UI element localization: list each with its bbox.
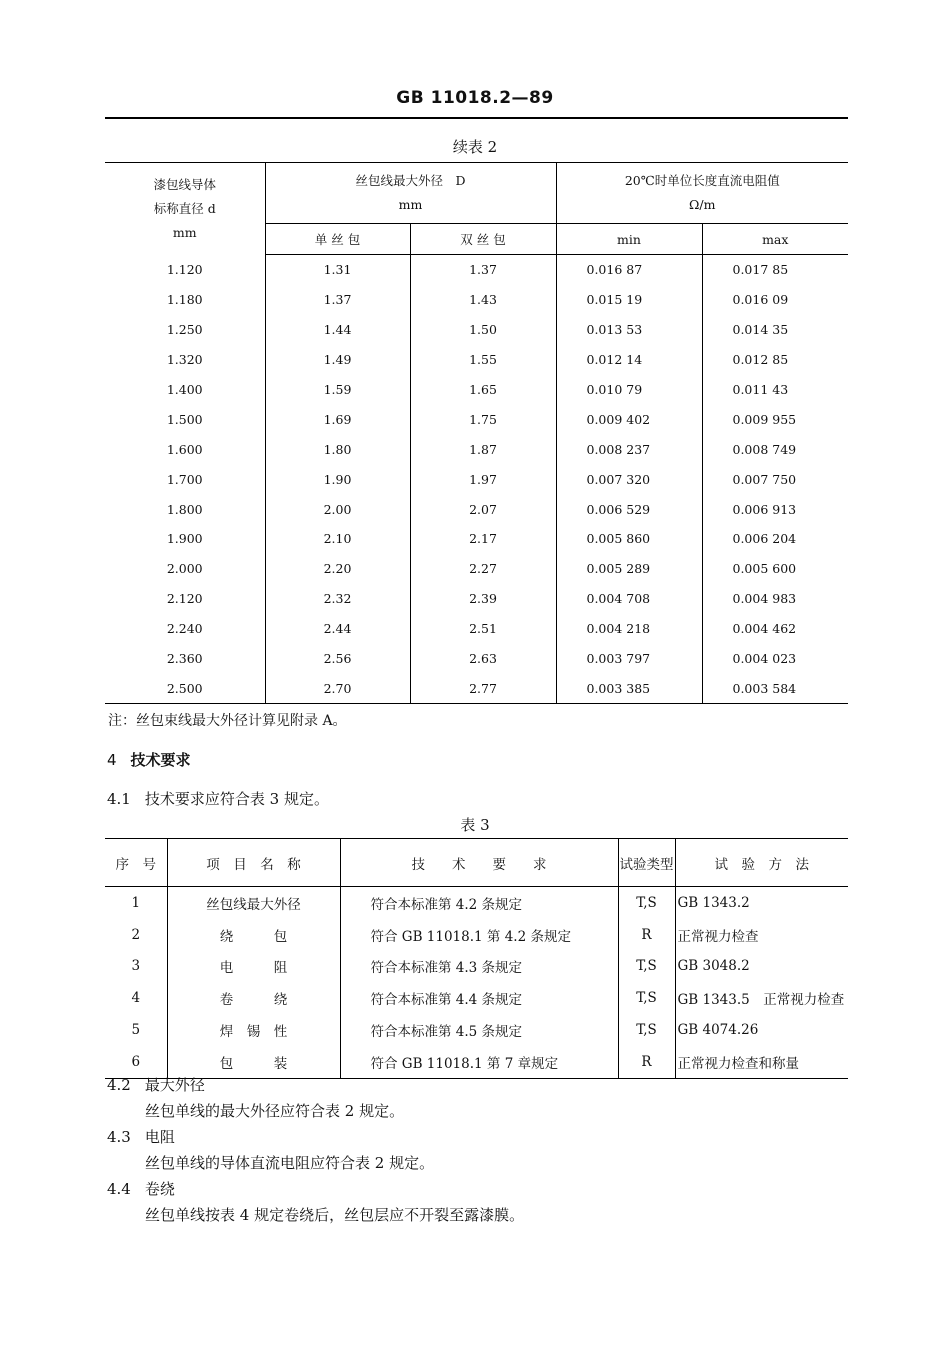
table-row bbox=[105, 404, 848, 434]
col-resist-title: 20℃时单位长度直流电阻值 bbox=[624, 173, 780, 188]
cell-test-method: GB 1343.2 bbox=[675, 887, 848, 919]
cell-item-name: 包 装 bbox=[167, 1046, 340, 1078]
cell-double-wrap: 1.87 bbox=[410, 434, 556, 464]
cell-resist-max: 0.006 913 bbox=[702, 494, 848, 524]
cell-requirement: 符合 GB 11018.1 第 7 章规定 bbox=[340, 1046, 618, 1078]
subsection-title: 卷绕 bbox=[144, 1180, 175, 1198]
cell-seq: 3 bbox=[131, 958, 141, 975]
cell-resist-min: 0.004 708 bbox=[556, 584, 702, 614]
subsection-title: 电阻 bbox=[144, 1128, 175, 1146]
cell-resist-min: 0.010 79 bbox=[556, 375, 702, 405]
table-2 bbox=[105, 162, 848, 704]
table2-caption: 续表 2 bbox=[452, 138, 498, 156]
table-row bbox=[105, 494, 848, 524]
cell-nominal-diameter: 2.000 bbox=[166, 561, 203, 577]
cell-resist-max: 0.009 955 bbox=[702, 404, 848, 434]
cell-resist-max: 0.016 09 bbox=[702, 285, 848, 315]
cell-requirement: 符合本标准第 4.5 条规定 bbox=[340, 1014, 618, 1046]
subsection-number: 4.2 bbox=[107, 1076, 131, 1094]
cell-nominal-diameter: 1.250 bbox=[166, 322, 203, 338]
table-row bbox=[105, 919, 848, 951]
cell-resist-max: 0.003 584 bbox=[702, 673, 848, 703]
cell-single-wrap: 2.56 bbox=[265, 644, 410, 674]
table2-note: 注：丝包束线最大外径计算见附录 A。 bbox=[108, 713, 347, 729]
cell-double-wrap: 1.97 bbox=[410, 464, 556, 494]
t3-header-test-method: 试 验 方 法 bbox=[675, 839, 848, 887]
cell-test-method: GB 3048.2 bbox=[675, 951, 848, 983]
table-row bbox=[105, 673, 848, 703]
cell-test-type: T,S bbox=[618, 982, 675, 1014]
cell-nominal-diameter: 1.800 bbox=[166, 501, 203, 517]
table-row bbox=[105, 951, 848, 983]
cell-requirement: 符合本标准第 4.3 条规定 bbox=[340, 951, 618, 983]
table-row bbox=[105, 982, 848, 1014]
cell-resist-max: 0.004 983 bbox=[702, 584, 848, 614]
col-min: min bbox=[556, 224, 702, 255]
table-row bbox=[105, 614, 848, 644]
cell-test-method: GB 1343.5 正常视力检查 bbox=[675, 982, 848, 1014]
cell-test-type: T,S bbox=[618, 887, 675, 919]
col-outer-diameter bbox=[265, 163, 556, 224]
cell-single-wrap: 2.70 bbox=[265, 673, 410, 703]
subsection-4-3-text: 丝包单线的导体直流电阻应符合表 2 规定。 bbox=[145, 1154, 435, 1172]
subsection-4-3-heading bbox=[107, 1126, 175, 1147]
cell-nominal-diameter: 2.120 bbox=[166, 591, 203, 607]
cell-double-wrap: 1.75 bbox=[410, 404, 556, 434]
subsection-4-4-heading bbox=[107, 1178, 175, 1199]
table-row bbox=[105, 464, 848, 494]
col-nominal-diameter bbox=[105, 163, 265, 255]
cell-resist-min: 0.008 237 bbox=[556, 434, 702, 464]
cell-resist-max: 0.014 35 bbox=[702, 315, 848, 345]
col-resist-unit: Ω/m bbox=[689, 197, 716, 212]
table-row bbox=[105, 434, 848, 464]
cell-resist-min: 0.006 529 bbox=[556, 494, 702, 524]
cell-single-wrap: 1.31 bbox=[265, 255, 410, 285]
cell-single-wrap: 1.59 bbox=[265, 375, 410, 405]
table3-body bbox=[105, 887, 848, 1079]
col-nominal-line2: 标称直径 d bbox=[153, 201, 216, 216]
cell-double-wrap: 1.65 bbox=[410, 375, 556, 405]
cell-double-wrap: 1.55 bbox=[410, 345, 556, 375]
cell-test-type: R bbox=[618, 1046, 675, 1078]
table-row bbox=[105, 345, 848, 375]
cell-seq: 2 bbox=[131, 926, 141, 943]
table-row bbox=[105, 524, 848, 554]
cell-resist-min: 0.009 402 bbox=[556, 404, 702, 434]
cell-single-wrap: 1.49 bbox=[265, 345, 410, 375]
cell-resist-min: 0.004 218 bbox=[556, 614, 702, 644]
table-row bbox=[105, 255, 848, 285]
table-row bbox=[105, 554, 848, 584]
table-row bbox=[105, 584, 848, 614]
cell-nominal-diameter: 1.700 bbox=[166, 471, 203, 487]
col-double-wrap: 双 丝 包 bbox=[410, 224, 556, 255]
cell-test-method: 正常视力检查 bbox=[675, 919, 848, 951]
cell-requirement: 符合本标准第 4.2 条规定 bbox=[340, 887, 618, 919]
subsection-4-4-text: 丝包单线按表 4 规定卷绕后，丝包层应不开裂至露漆膜。 bbox=[145, 1206, 525, 1224]
subsection-4-2-text: 丝包单线的最大外径应符合表 2 规定。 bbox=[145, 1102, 405, 1120]
cell-nominal-diameter: 1.180 bbox=[166, 292, 203, 308]
cell-test-method: GB 4074.26 bbox=[675, 1014, 848, 1046]
table-row bbox=[105, 1046, 848, 1078]
col-outer-unit: mm bbox=[398, 197, 423, 212]
col-nominal-line1: 漆包线导体 bbox=[153, 177, 216, 192]
cell-requirement: 符合本标准第 4.4 条规定 bbox=[340, 982, 618, 1014]
subsection-4-2-heading bbox=[107, 1074, 205, 1095]
cell-double-wrap: 2.51 bbox=[410, 614, 556, 644]
section-title: 技术要求 bbox=[130, 751, 191, 769]
cell-nominal-diameter: 1.400 bbox=[166, 382, 203, 397]
t3-header-item: 项 目 名 称 bbox=[167, 839, 340, 887]
para-number: 4.1 bbox=[107, 790, 131, 808]
t3-header-seq: 序 号 bbox=[105, 839, 167, 887]
cell-resist-max: 0.012 85 bbox=[702, 345, 848, 375]
cell-single-wrap: 1.69 bbox=[265, 404, 410, 434]
cell-item-name: 电 阻 bbox=[167, 951, 340, 983]
subsection-number: 4.4 bbox=[107, 1180, 131, 1198]
subsection-number: 4.3 bbox=[107, 1128, 131, 1146]
cell-single-wrap: 2.10 bbox=[265, 524, 410, 554]
col-single-wrap: 单 丝 包 bbox=[265, 224, 410, 255]
cell-double-wrap: 1.50 bbox=[410, 315, 556, 345]
table-row bbox=[105, 375, 848, 405]
cell-resist-max: 0.004 023 bbox=[702, 644, 848, 674]
cell-single-wrap: 1.37 bbox=[265, 285, 410, 315]
cell-requirement: 符合 GB 11018.1 第 4.2 条规定 bbox=[340, 919, 618, 951]
cell-double-wrap: 2.17 bbox=[410, 524, 556, 554]
cell-nominal-diameter: 1.120 bbox=[166, 262, 203, 278]
cell-seq: 6 bbox=[131, 1053, 141, 1070]
cell-resist-max: 0.017 85 bbox=[702, 255, 848, 285]
cell-resist-min: 0.005 860 bbox=[556, 524, 702, 554]
table-row bbox=[105, 1014, 848, 1046]
cell-nominal-diameter: 2.240 bbox=[166, 621, 203, 637]
cell-resist-min: 0.016 87 bbox=[556, 255, 702, 285]
cell-item-name: 绕 包 bbox=[167, 919, 340, 951]
cell-seq: 5 bbox=[131, 1022, 141, 1039]
cell-nominal-diameter: 1.320 bbox=[166, 352, 203, 368]
cell-double-wrap: 1.37 bbox=[410, 255, 556, 285]
cell-resist-max: 0.007 750 bbox=[702, 464, 848, 494]
cell-single-wrap: 2.00 bbox=[265, 494, 410, 524]
cell-double-wrap: 2.07 bbox=[410, 494, 556, 524]
cell-resist-max: 0.008 749 bbox=[702, 434, 848, 464]
cell-resist-max: 0.011 43 bbox=[702, 375, 848, 405]
section-number: 4 bbox=[107, 751, 117, 769]
cell-test-type: T,S bbox=[618, 1014, 675, 1046]
table-row bbox=[105, 887, 848, 919]
t3-header-test-type: 试验类型 bbox=[618, 839, 675, 887]
document-header: GB 11018.2—89 bbox=[396, 88, 554, 108]
table-3 bbox=[105, 838, 848, 1079]
table-row bbox=[105, 315, 848, 345]
cell-resist-min: 0.007 320 bbox=[556, 464, 702, 494]
para-text: 技术要求应符合表 3 规定。 bbox=[144, 790, 329, 808]
cell-nominal-diameter: 1.500 bbox=[166, 411, 203, 427]
cell-nominal-diameter: 1.900 bbox=[166, 531, 203, 547]
table2-body bbox=[105, 255, 848, 704]
col-nominal-unit: mm bbox=[172, 225, 197, 240]
cell-single-wrap: 1.90 bbox=[265, 464, 410, 494]
col-max: max bbox=[702, 224, 848, 255]
cell-nominal-diameter: 2.500 bbox=[166, 680, 203, 696]
cell-seq: 1 bbox=[131, 894, 141, 911]
cell-resist-min: 0.005 289 bbox=[556, 554, 702, 584]
cell-nominal-diameter: 2.360 bbox=[166, 651, 203, 667]
t3-header-requirement: 技 术 要 求 bbox=[340, 839, 618, 887]
cell-resist-min: 0.003 385 bbox=[556, 673, 702, 703]
cell-test-type: T,S bbox=[618, 951, 675, 983]
subsection-title: 最大外径 bbox=[144, 1076, 205, 1094]
paragraph-4-1 bbox=[107, 788, 329, 809]
table-row bbox=[105, 644, 848, 674]
cell-single-wrap: 2.44 bbox=[265, 614, 410, 644]
cell-resist-min: 0.012 14 bbox=[556, 345, 702, 375]
header-rule bbox=[105, 117, 848, 119]
cell-item-name: 卷 绕 bbox=[167, 982, 340, 1014]
cell-nominal-diameter: 1.600 bbox=[166, 441, 203, 457]
cell-single-wrap: 1.80 bbox=[265, 434, 410, 464]
col-resistance bbox=[556, 163, 848, 224]
cell-resist-max: 0.004 462 bbox=[702, 614, 848, 644]
cell-seq: 4 bbox=[131, 990, 141, 1007]
col-outer-title: 丝包线最大外径 D bbox=[355, 173, 466, 188]
cell-item-name: 丝包线最大外径 bbox=[167, 887, 340, 919]
section-4-heading bbox=[107, 749, 191, 770]
cell-resist-min: 0.015 19 bbox=[556, 285, 702, 315]
cell-resist-min: 0.013 53 bbox=[556, 315, 702, 345]
cell-double-wrap: 2.39 bbox=[410, 584, 556, 614]
cell-test-type: R bbox=[618, 919, 675, 951]
cell-resist-min: 0.003 797 bbox=[556, 644, 702, 674]
cell-double-wrap: 2.27 bbox=[410, 554, 556, 584]
cell-test-method: 正常视力检查和称量 bbox=[675, 1046, 848, 1078]
cell-resist-max: 0.005 600 bbox=[702, 554, 848, 584]
cell-double-wrap: 2.63 bbox=[410, 644, 556, 674]
cell-double-wrap: 1.43 bbox=[410, 285, 556, 315]
cell-single-wrap: 2.32 bbox=[265, 584, 410, 614]
cell-single-wrap: 1.44 bbox=[265, 315, 410, 345]
cell-resist-max: 0.006 204 bbox=[702, 524, 848, 554]
table3-caption: 表 3 bbox=[460, 816, 490, 834]
cell-item-name: 焊 锡 性 bbox=[167, 1014, 340, 1046]
table-row bbox=[105, 285, 848, 315]
cell-single-wrap: 2.20 bbox=[265, 554, 410, 584]
cell-double-wrap: 2.77 bbox=[410, 673, 556, 703]
